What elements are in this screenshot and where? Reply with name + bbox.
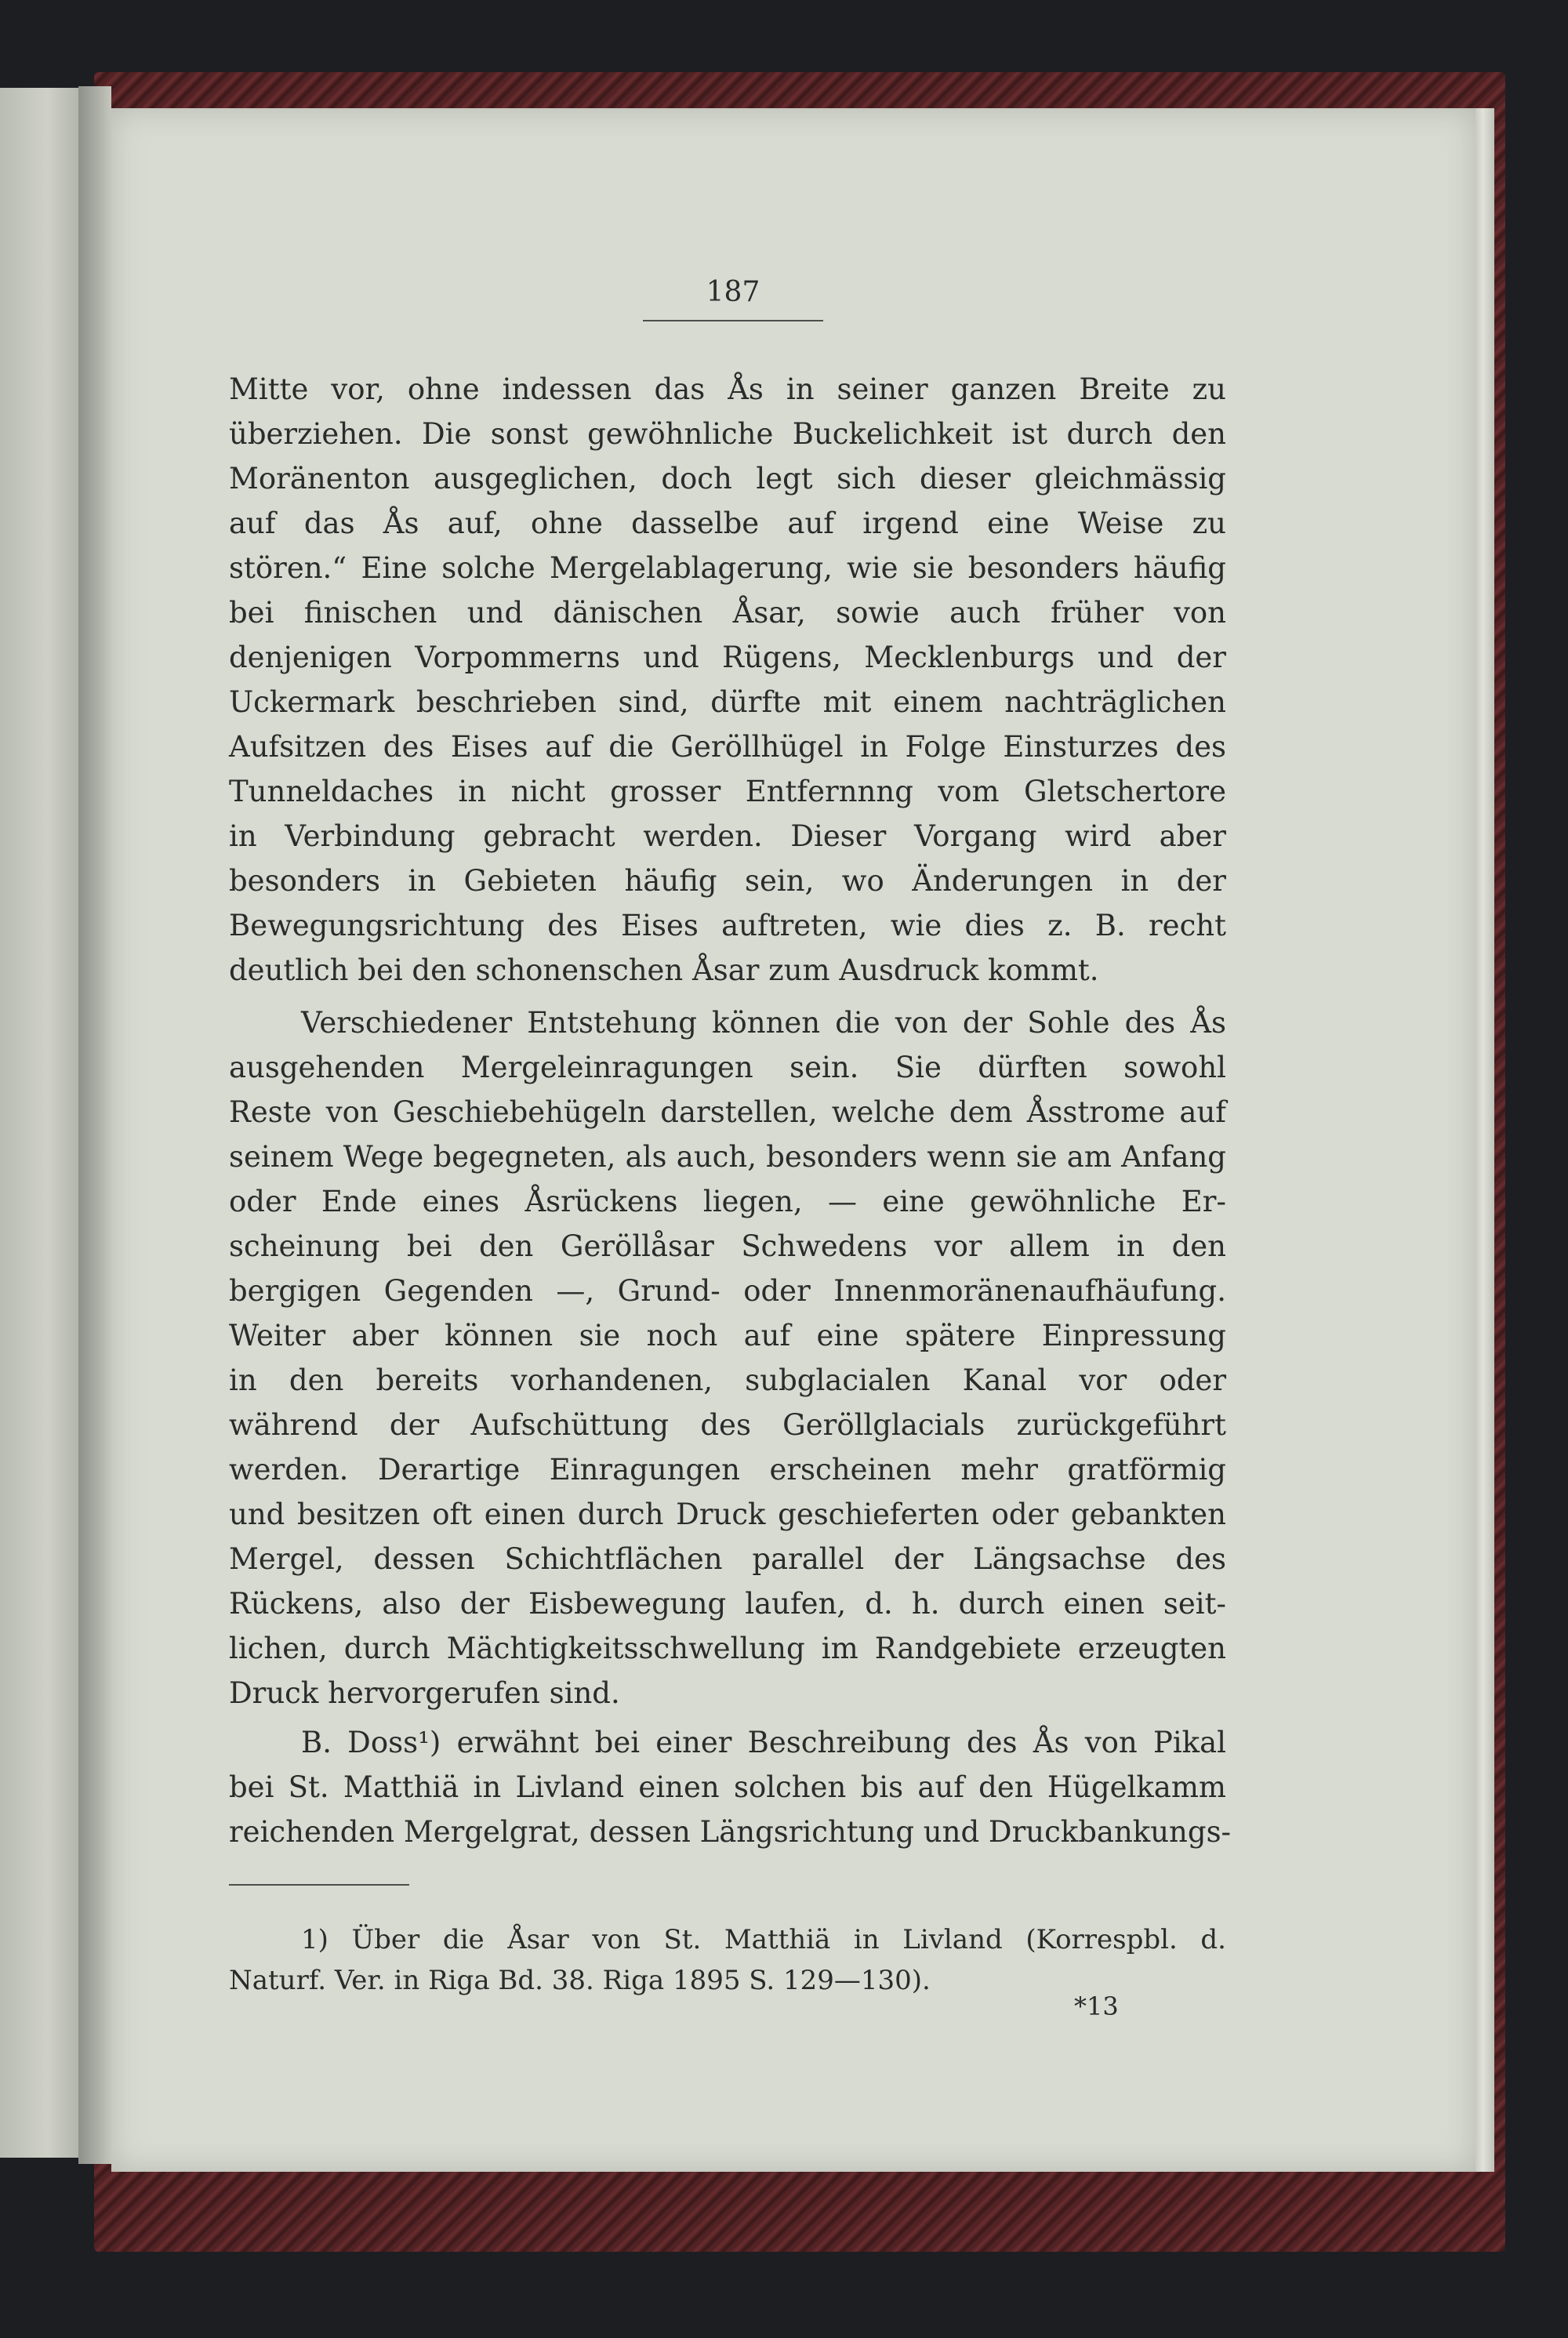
text-line: reichenden Mergelgrat, dessen Längsrichtung und Druckbankungs- <box>229 1815 1232 1849</box>
text-line: Rückens, also der Eisbewegung laufen, d. h. durch einen seit- <box>229 1587 1226 1621</box>
text-line: in Verbindung gebracht werden. Dieser Vorgang wird aber <box>229 819 1226 853</box>
text-line: stören.“ Eine solche Mergelablagerung, wie sie besonders häufig <box>229 551 1226 585</box>
text-line: überziehen. Die sonst gewöhnliche Buckelichkeit ist durch den <box>229 417 1226 451</box>
text-line: in den bereits vorhandenen, subglacialen Kanal vor oder <box>229 1363 1226 1397</box>
text-line: lichen, durch Mächtigkeitsschwellung im Randgebiete erzeugten <box>229 1632 1226 1665</box>
text-line: Reste von Geschiebehügeln darstellen, welche dem Åsstrome auf <box>229 1095 1226 1129</box>
footnote-rule <box>229 1884 409 1886</box>
header-rule <box>643 320 823 321</box>
text-line: Tunneldaches in nicht grosser Entfernnng vom Gletschertore <box>229 775 1226 808</box>
paragraph-3 <box>229 1720 1232 1854</box>
text-line: B. Doss¹) erwähnt bei einer Beschreibung des Ås von Pikal <box>301 1726 1226 1759</box>
text-line: Uckermark beschrieben sind, dürfte mit einem nachträglichen <box>229 685 1226 719</box>
text-line: Aufsitzen des Eises auf die Geröllhügel in Folge Einsturzes des <box>229 730 1226 764</box>
paragraph-1 <box>229 367 1226 993</box>
footnote-line: Naturf. Ver. in Riga Bd. 38. Riga 1895 S. 129—130). <box>229 1965 931 1996</box>
text-line: Druck hervorgerufen sind. <box>229 1676 620 1710</box>
footnote <box>229 1919 1226 2001</box>
text-line: oder Ende eines Åsrückens liegen, — eine gewöhnliche Er- <box>229 1185 1226 1218</box>
text-line: werden. Derartige Einragungen erscheinen mehr gratförmig <box>229 1453 1226 1487</box>
text-line: Moränenton ausgeglichen, doch legt sich dieser gleichmässig <box>229 462 1226 496</box>
text-line: Verschiedener Entstehung können die von der Sohle des Ås <box>301 1006 1226 1040</box>
text-line: bei finischen und dänischen Åsar, sowie auch früher von <box>229 596 1226 630</box>
text-line: und besitzen oft einen durch Druck geschieferten oder gebankten <box>229 1498 1226 1531</box>
text-line: auf das Ås auf, ohne dasselbe auf irgend eine Weise zu <box>229 506 1226 540</box>
text-line: Weiter aber können sie noch auf eine spätere Einpressung <box>229 1319 1226 1352</box>
text-line: denjenigen Vorpommerns und Rügens, Mecklenburgs und der <box>229 641 1226 674</box>
text-line: bergigen Gegenden —, Grund- oder Innenmoränenaufhäufung. <box>229 1274 1226 1308</box>
text-line: Mergel, dessen Schichtflächen parallel der Längsachse des <box>229 1542 1226 1576</box>
paragraph-2 <box>229 1000 1226 1715</box>
text-line: bei St. Matthiä in Livland einen solchen bis auf den Hügelkamm <box>229 1770 1226 1804</box>
text-line: ausgehenden Mergeleinragungen sein. Sie dürften sowohl <box>229 1051 1226 1084</box>
text-line: seinem Wege begegneten, als auch, besonders wenn sie am Anfang <box>229 1140 1226 1174</box>
footnote-line: 1) Über die Åsar von St. Matthiä in Livland (Korrespbl. d. <box>301 1924 1226 1955</box>
page-number: 187 <box>706 276 760 308</box>
book-gutter <box>78 86 111 2164</box>
text-line: Bewegungsrichtung des Eises auftreten, wie dies z. B. recht <box>229 909 1226 942</box>
left-page-edge <box>0 88 78 2158</box>
text-line: besonders in Gebieten häufig sein, wo Änderungen in der <box>229 864 1226 898</box>
text-line: während der Aufschüttung des Geröllglacials zurückgeführt <box>229 1408 1226 1442</box>
text-line: deutlich bei den schonenschen Åsar zum Ausdruck kommt. <box>229 953 1099 987</box>
page-fore-edge <box>1475 108 1494 2172</box>
text-line: Mitte vor, ohne indessen das Ås in seiner ganzen Breite zu <box>229 372 1226 406</box>
signature-mark: *13 <box>1074 1991 1119 2021</box>
text-line: scheinung bei den Geröllåsar Schwedens vor allem in den <box>229 1229 1226 1263</box>
